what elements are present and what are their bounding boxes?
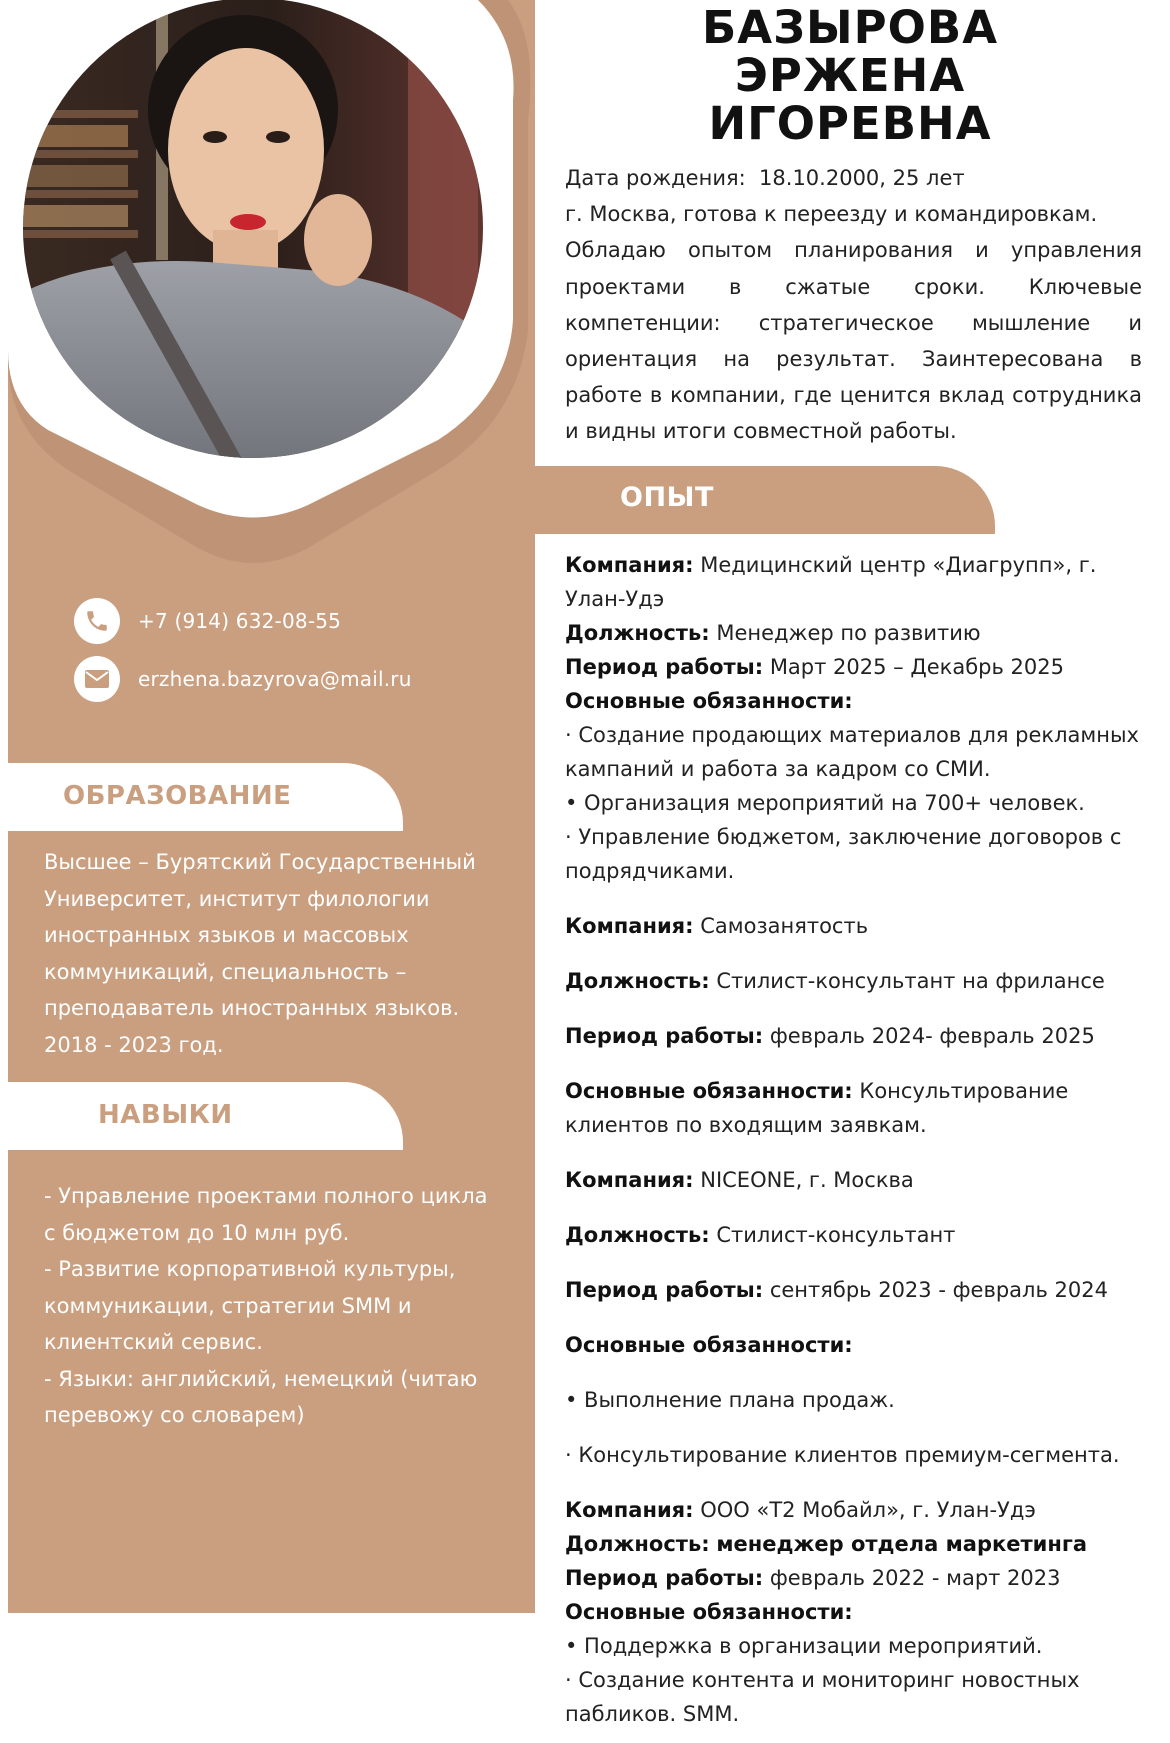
education-tab: [8, 763, 403, 831]
job-duties-line: [565, 1595, 1145, 1629]
experience-tab: [535, 466, 995, 534]
full-name: [565, 1, 1135, 150]
period-label: Период работы:: [565, 1024, 764, 1048]
intro: [565, 160, 1142, 450]
job-position: менеджер отдела маркетинга: [716, 1532, 1088, 1556]
job-period-line: [565, 650, 1145, 684]
experience-title: ОПЫТ: [620, 482, 714, 513]
duties-label: Основные обязанности:: [565, 689, 853, 713]
job-position-line: [565, 964, 1145, 998]
period-label: Период работы:: [565, 1278, 764, 1302]
job-company-line: [565, 1163, 1145, 1197]
duties-label: Основные обязанности:: [565, 1079, 853, 1103]
email-row[interactable]: [74, 656, 412, 702]
job-entry: [565, 548, 1145, 888]
job-position-line: [565, 616, 1145, 650]
job-position-line: [565, 1218, 1145, 1252]
company-label: Компания:: [565, 1168, 694, 1192]
education-title: ОБРАЗОВАНИЕ: [63, 781, 292, 811]
duty-item: • Выполнение плана продаж.: [565, 1388, 895, 1412]
period-label: Период работы:: [565, 655, 764, 679]
job-period: Март 2025 – Декабрь 2025: [769, 655, 1064, 679]
job-duties-inline: Консультирование клиентов по входящим заявкам.: [565, 1079, 1069, 1137]
position-label: Должность:: [565, 621, 710, 645]
profile-photo-frame: [8, 0, 535, 580]
skill-item: - Развитие корпоративной культуры, коммуникации, стратегии SMM и клиентский сервис.: [44, 1257, 456, 1354]
skill-item: - Языки: английский, немецкий (читаю перевожу со словарем): [44, 1366, 478, 1427]
skills-tab: [8, 1082, 403, 1150]
job-entry: [565, 1163, 1145, 1472]
job-position: Стилист-консультант на фрилансе: [716, 969, 1105, 993]
last-name: БАЗЫРОВА: [701, 1, 999, 54]
job-company-line: [565, 548, 1145, 616]
duty-item: · Создание продающих материалов для рекламных кампаний и работа за кадром со СМИ.: [565, 723, 1139, 781]
first-name: ЭРЖЕНА: [734, 49, 966, 102]
phone-row[interactable]: [74, 598, 341, 644]
duties-label: Основные обязанности:: [565, 1333, 853, 1357]
job-company-line: [565, 1493, 1145, 1527]
birth-label: Дата рождения:: [565, 166, 746, 190]
skill-item: - Управление проектами полного цикла с бюджетом до 10 млн руб.: [44, 1184, 488, 1245]
phone-icon: [74, 598, 120, 644]
duty-item: • Поддержка в организации мероприятий.: [565, 1634, 1043, 1658]
job-company: NICEONE, г. Москва: [700, 1168, 914, 1192]
education-text: Высшее – Бурятский Государственный Университет, институт филологии иностранных языков и массовых коммуникаций, специальность – преподаватель иностранных языков. 2018 - 2023 год.: [44, 850, 476, 1057]
job-position: Менеджер по развитию: [716, 621, 981, 645]
duty-item: · Создание контента и мониторинг новостных пабликов. SMM.: [565, 1668, 1080, 1726]
birth-value: 18.10.2000, 25 лет: [759, 166, 965, 190]
job-company: Медицинский центр «Диагрупп», г. Улан-Удэ: [565, 553, 1097, 611]
job-duties-line: [565, 684, 1145, 718]
job-company-line: [565, 909, 1145, 943]
skills-title: НАВЫКИ: [98, 1100, 233, 1130]
duty-item: · Консультирование клиентов премиум-сегмента.: [565, 1443, 1120, 1467]
job-period: сентябрь 2023 - февраль 2024: [769, 1278, 1108, 1302]
position-label: Должность:: [565, 1223, 710, 1247]
summary-text: Обладаю опытом планирования и управления проектами в сжатые сроки. Ключевые компетенции: стратегическое мышление и ориентация на результат. Заинтересована в работе в компании, где ценится вклад сотрудника и видны итоги совместной работы.: [565, 238, 1142, 444]
duties-label: Основные обязанности:: [565, 1600, 853, 1624]
position-label: Должность:: [565, 1532, 710, 1556]
position-label: Должность:: [565, 969, 710, 993]
location-line: г. Москва, готова к переезду и командировкам.: [565, 202, 1098, 227]
job-duties-line: [565, 1328, 1145, 1362]
job-company: Самозанятость: [700, 914, 869, 938]
phone-number[interactable]: +7 (914) 632-08-55: [138, 609, 342, 633]
job-period: февраль 2024- февраль 2025: [769, 1024, 1095, 1048]
mail-icon: [74, 656, 120, 702]
job-company: ООО «Т2 Мобайл», г. Улан-Удэ: [700, 1498, 1036, 1522]
duty-item: · Управление бюджетом, заключение договоров с подрядчиками.: [565, 825, 1122, 883]
company-label: Компания:: [565, 914, 694, 938]
company-label: Компания:: [565, 553, 694, 577]
job-period: февраль 2022 - март 2023: [769, 1566, 1061, 1590]
job-period-line: [565, 1273, 1145, 1307]
duty-item: • Организация мероприятий на 700+ человек.: [565, 791, 1085, 815]
company-label: Компания:: [565, 1498, 694, 1522]
job-period-line: [565, 1561, 1145, 1595]
skills-list: [44, 1178, 499, 1434]
job-entry: [565, 909, 1145, 1142]
left-column: [8, 0, 535, 1613]
job-entry: [565, 1493, 1145, 1731]
job-position: Стилист-консультант: [716, 1223, 956, 1247]
email-address[interactable]: erzhena.bazyrova@mail.ru: [138, 667, 412, 691]
experience-list: [565, 548, 1145, 1743]
patronymic: ИГОРЕВНА: [708, 97, 992, 150]
job-duties-line: [565, 1074, 1145, 1142]
period-label: Период работы:: [565, 1566, 764, 1590]
job-position-line: [565, 1527, 1145, 1561]
job-period-line: [565, 1019, 1145, 1053]
birth-date-line: [565, 160, 1142, 196]
